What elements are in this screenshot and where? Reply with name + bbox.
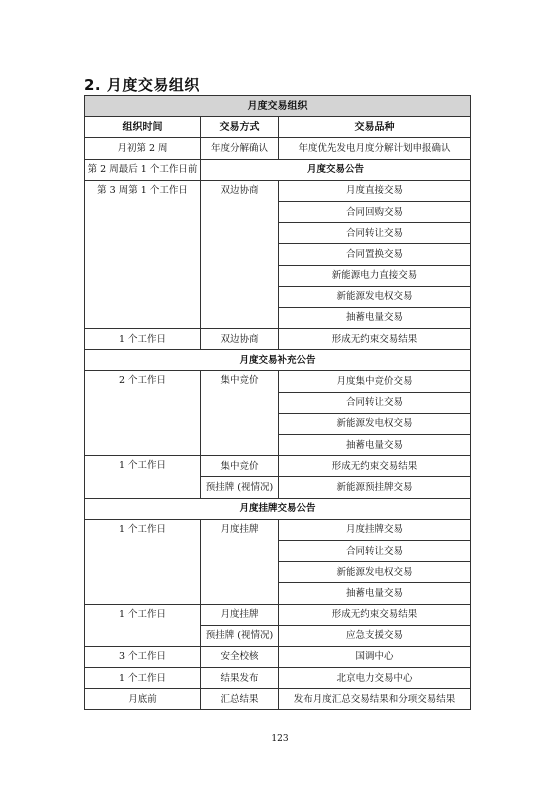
cell-item: 抽蓄电量交易 — [279, 435, 471, 456]
cell-time: 1 个工作日 — [85, 668, 201, 689]
cell-time: 1 个工作日 — [85, 519, 201, 604]
cell-time: 3 个工作日 — [85, 646, 201, 667]
cell-item: 年度优先发电月度分解计划申报确认 — [279, 138, 471, 159]
cell-method: 年度分解确认 — [201, 138, 279, 159]
cell-item: 月度直接交易 — [279, 180, 471, 201]
cell-item: 形成无约束交易结果 — [279, 456, 471, 477]
cell-item: 合同回购交易 — [279, 201, 471, 222]
cell-item: 新能源发电权交易 — [279, 562, 471, 583]
cell-method: 预挂牌 (视情况) — [201, 477, 279, 498]
cell-time: 1 个工作日 — [85, 329, 201, 350]
cell-method: 月度挂牌 — [201, 604, 279, 625]
cell-time: 1 个工作日 — [85, 456, 201, 498]
cell-item: 合同转让交易 — [279, 392, 471, 413]
section-heading: 2. 月度交易组织 — [84, 76, 200, 94]
cell-item: 合同置换交易 — [279, 244, 471, 265]
cell-method: 双边协商 — [201, 180, 279, 328]
monthly-trading-table — [84, 95, 471, 710]
table-row — [85, 646, 471, 667]
cell-item: 应急支援交易 — [279, 625, 471, 646]
table-row — [85, 138, 471, 159]
cell-item: 新能源电力直接交易 — [279, 265, 471, 286]
cell-method: 月度挂牌 — [201, 519, 279, 604]
table-row — [85, 604, 471, 625]
cell-item: 国调中心 — [279, 646, 471, 667]
cell-item: 抽蓄电量交易 — [279, 583, 471, 604]
cell-time: 第 3 周第 1 个工作日 — [85, 180, 201, 328]
table-row — [85, 180, 471, 201]
cell-method: 集中竞价 — [201, 371, 279, 456]
cell-item: 合同转让交易 — [279, 223, 471, 244]
page-number: 123 — [271, 734, 289, 744]
header-time: 组织时间 — [85, 117, 201, 138]
cell-time: 月底前 — [85, 689, 201, 710]
cell-item: 北京电力交易中心 — [279, 668, 471, 689]
cell-method: 安全校核 — [201, 646, 279, 667]
cell-method: 汇总结果 — [201, 689, 279, 710]
cell-item: 新能源发电权交易 — [279, 413, 471, 434]
table-row — [85, 668, 471, 689]
cell-item: 抽蓄电量交易 — [279, 307, 471, 328]
cell-method: 预挂牌 (视情况) — [201, 625, 279, 646]
cell-item: 月度集中竞价交易 — [279, 371, 471, 392]
table-title: 月度交易组织 — [85, 96, 471, 117]
cell-time: 第 2 周最后 1 个工作日前 — [85, 159, 201, 180]
table-row — [85, 371, 471, 392]
cell-item: 新能源预挂牌交易 — [279, 477, 471, 498]
cell-time: 2 个工作日 — [85, 371, 201, 456]
cell-item: 新能源发电权交易 — [279, 286, 471, 307]
table-row — [85, 689, 471, 710]
cell-time: 月初第 2 周 — [85, 138, 201, 159]
table-row — [85, 519, 471, 540]
header-item: 交易品种 — [279, 117, 471, 138]
table-row — [85, 159, 471, 180]
table-row — [85, 329, 471, 350]
cell-item: 合同转让交易 — [279, 540, 471, 561]
section-label: 月度交易补充公告 — [85, 350, 471, 371]
cell-method: 集中竞价 — [201, 456, 279, 477]
cell-item: 发布月度汇总交易结果和分项交易结果 — [279, 689, 471, 710]
cell-method: 双边协商 — [201, 329, 279, 350]
table-row — [85, 456, 471, 477]
cell-item: 形成无约束交易结果 — [279, 329, 471, 350]
cell-time: 1 个工作日 — [85, 604, 201, 646]
cell-item: 形成无约束交易结果 — [279, 604, 471, 625]
header-method: 交易方式 — [201, 117, 279, 138]
section-label: 月度挂牌交易公告 — [85, 498, 471, 519]
cell-method: 结果发布 — [201, 668, 279, 689]
section-label: 月度交易公告 — [201, 159, 471, 180]
cell-item: 月度挂牌交易 — [279, 519, 471, 540]
